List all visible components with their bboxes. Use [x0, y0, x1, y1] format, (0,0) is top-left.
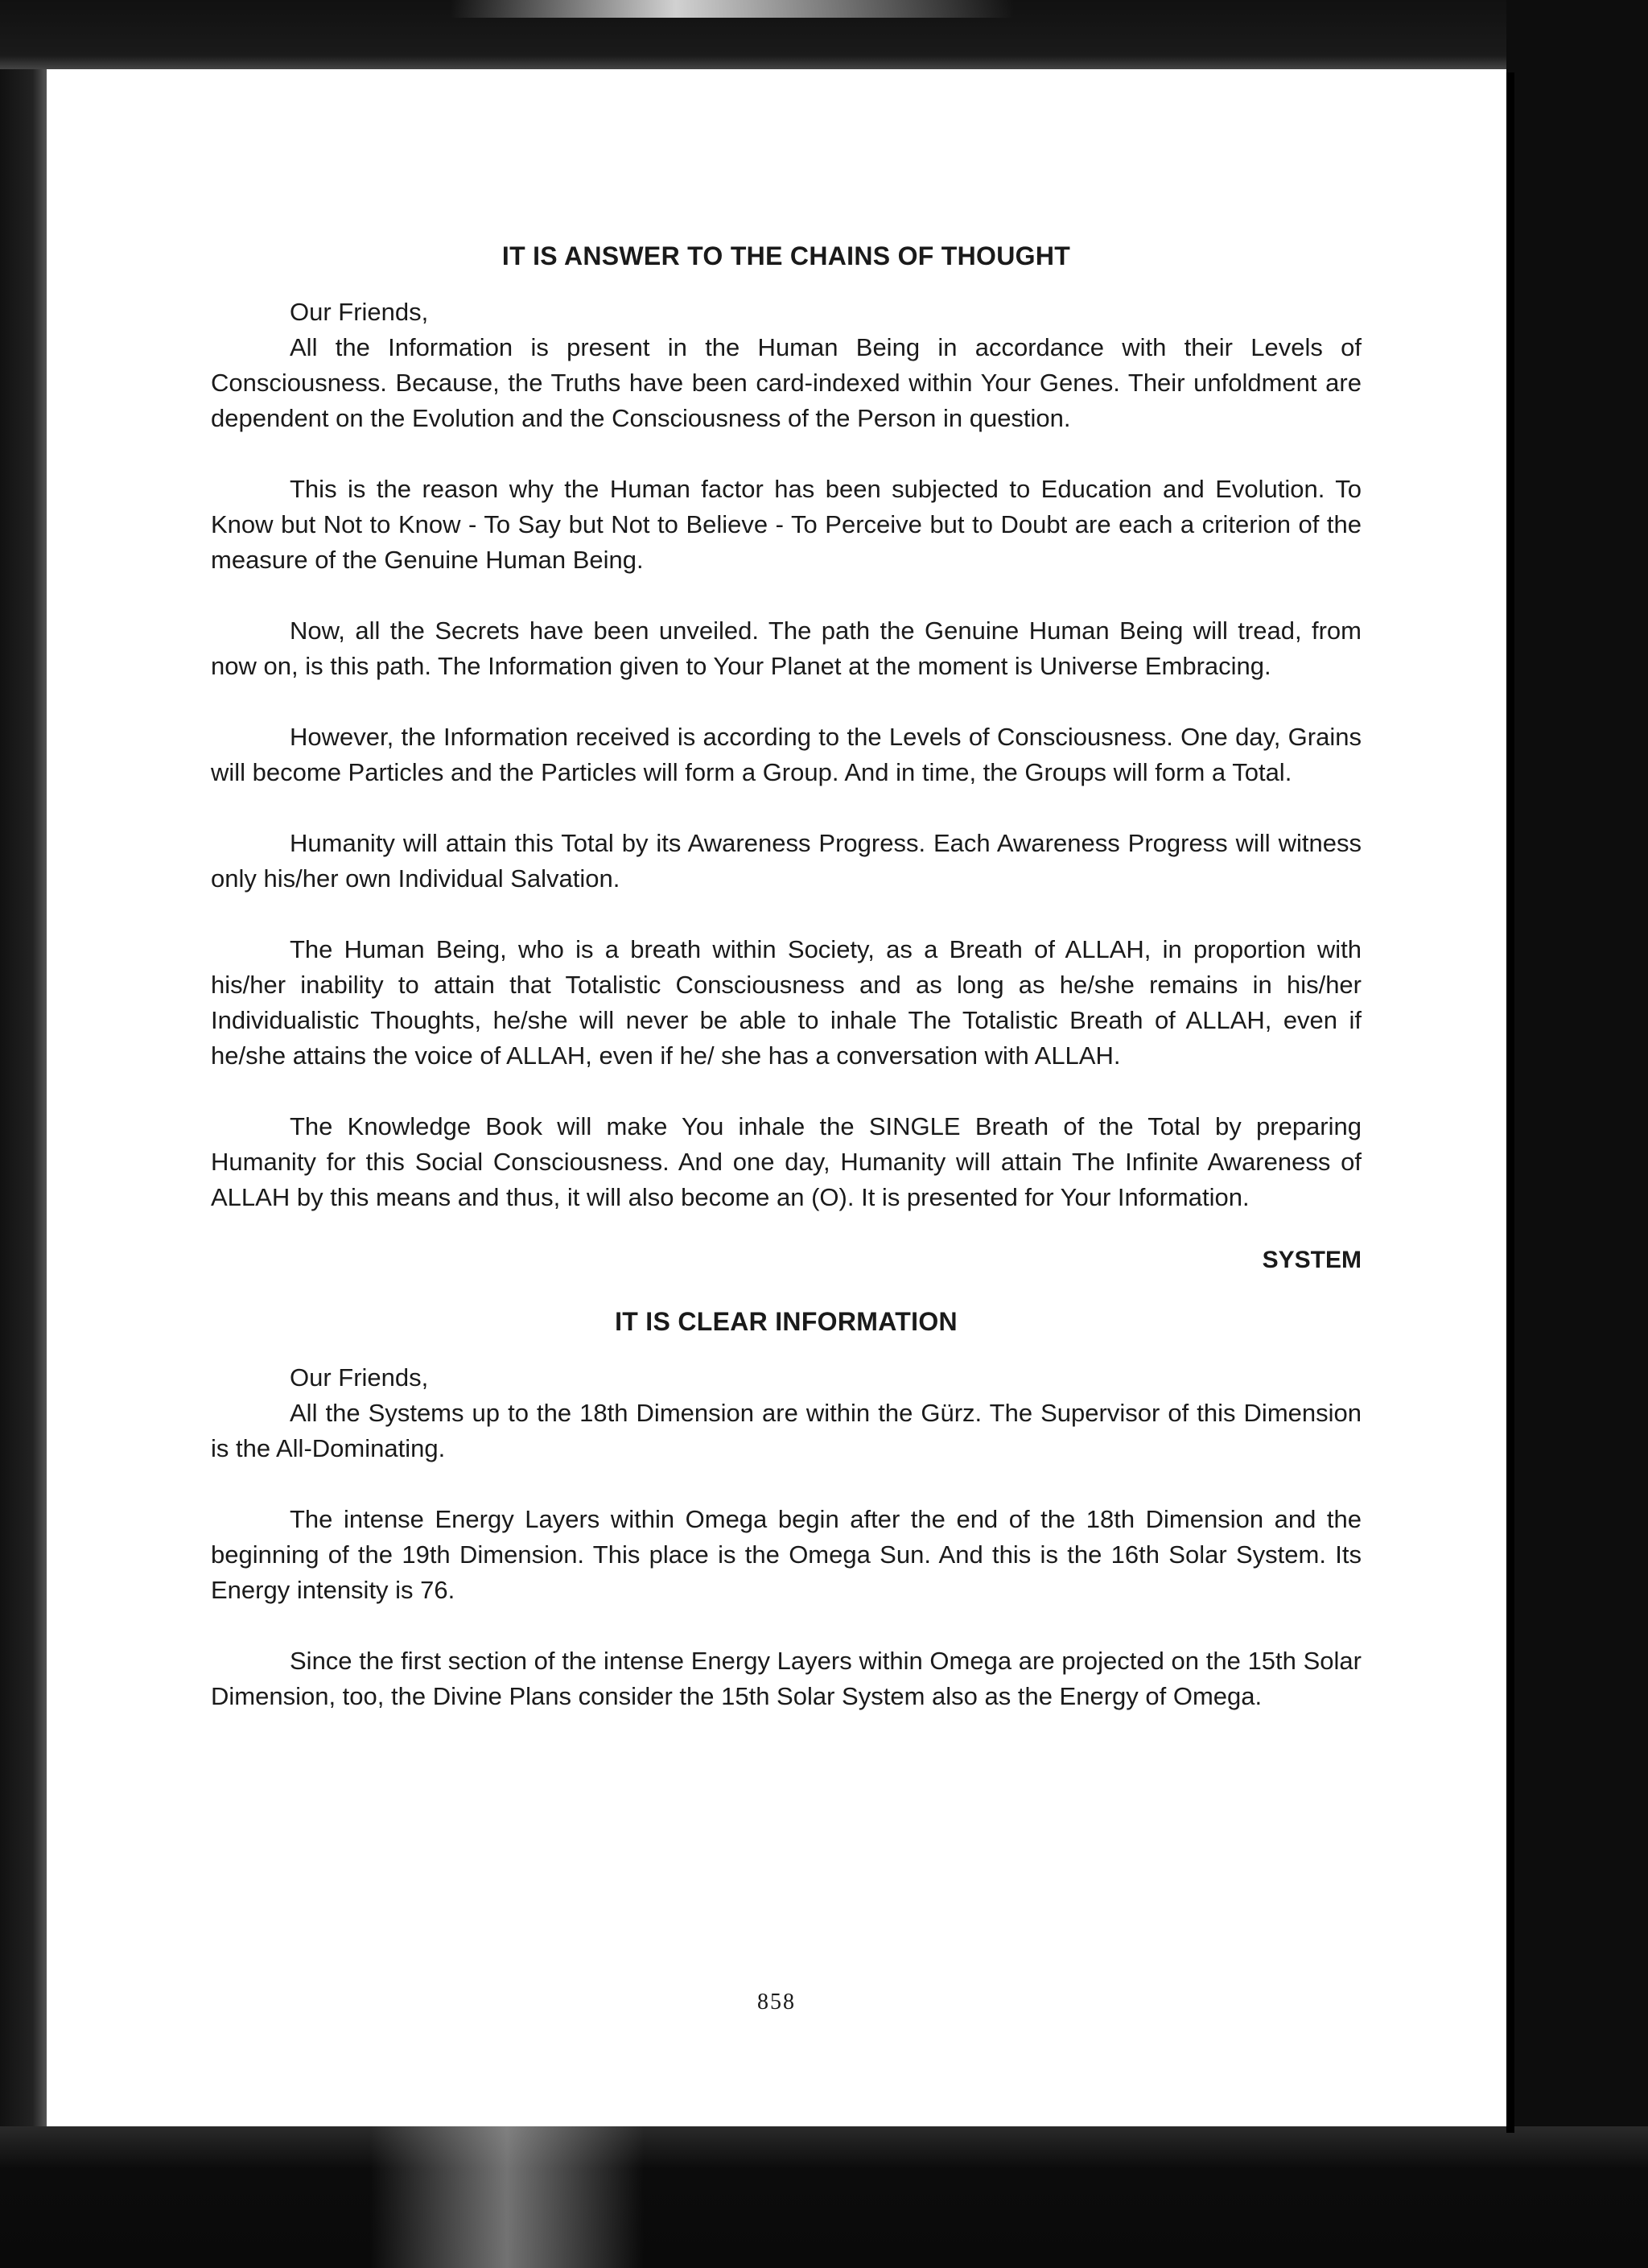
- page-number: 858: [757, 1990, 796, 2014]
- book-page: [48, 71, 1505, 2126]
- paragraph: The Human Being, who is a breath within Society, as a Breath of ALLAH, in proportion with his/her inability to attain that Totalistic Consciousness and as long as he/she remains in his/her Individualistic Thoughts, he/she will never be able to inhale The Totalistic Breath of ALLAH, even if he/she attains the voice of ALLAH, even if he/ she has a conversation with ALLAH.: [211, 935, 1362, 1070]
- paragraph: Since the first section of the intense Energy Layers within Omega are projected on the 15th Solar Dimension, too, the Divine Plans consider the 15th Solar System also as the Energy of Omega.: [211, 1647, 1362, 1710]
- scan-right-edge: [1506, 72, 1514, 2133]
- paragraph: All the Information is present in the Human Being in accordance with their Levels of Consciousness. Because, the Truths have been card-indexed within Your Genes. Their unfoldment are dependent on the Evolution and the Consciousness of the Person in question.: [211, 333, 1362, 432]
- paragraph: Humanity will attain this Total by its Awareness Progress. Each Awareness Progress will witness only his/her own Individual Salvation.: [211, 829, 1362, 893]
- scan-bottom-border: [0, 2126, 1648, 2268]
- signature: SYSTEM: [1262, 1247, 1362, 1273]
- section-heading: IT IS ANSWER TO THE CHAINS OF THOUGHT: [501, 241, 1071, 270]
- page-content: [211, 238, 1362, 1714]
- scan-left-border: [0, 0, 47, 2268]
- paragraph: However, the Information received is according to the Levels of Consciousness. One day, Grains will become Particles and the Particles will form a Group. And in time, the Groups will form a Total.: [211, 723, 1362, 786]
- paragraph: This is the reason why the Human factor has been subjected to Education and Evolution. To Know but Not to Know - To Say but Not to Believe - To Perceive but to Doubt are each a criterion of the measure of the Genuine Human Being.: [211, 475, 1362, 574]
- paragraph: The intense Energy Layers within Omega begin after the end of the 18th Dimension and the beginning of the 19th Dimension. This place is the Omega Sun. And this is the 16th Solar System. Its Energy intensity is 76.: [211, 1505, 1362, 1604]
- paragraph: Now, all the Secrets have been unveiled. The path the Genuine Human Being will tread, from now on, is this path. The Information given to Your Planet at the moment is Universe Embracing.: [211, 616, 1362, 680]
- scan-bottom-glare: [370, 2126, 644, 2268]
- scan-right-border: [1506, 0, 1648, 2268]
- salutation: Our Friends,: [290, 1363, 429, 1392]
- salutation: Our Friends,: [290, 298, 429, 326]
- section-heading: IT IS CLEAR INFORMATION: [615, 1307, 958, 1336]
- paragraph: All the Systems up to the 18th Dimension are within the Gürz. The Supervisor of this Dimension is the All-Dominating.: [211, 1399, 1362, 1462]
- paragraph: The Knowledge Book will make You inhale the SINGLE Breath of the Total by preparing Humanity for this Social Consciousness. And one day, Humanity will attain The Infinite Awareness of ALLAH by this means and thus, it will also become an (O). It is presented for Your Information.: [211, 1112, 1362, 1211]
- scan-top-glare: [451, 0, 1014, 18]
